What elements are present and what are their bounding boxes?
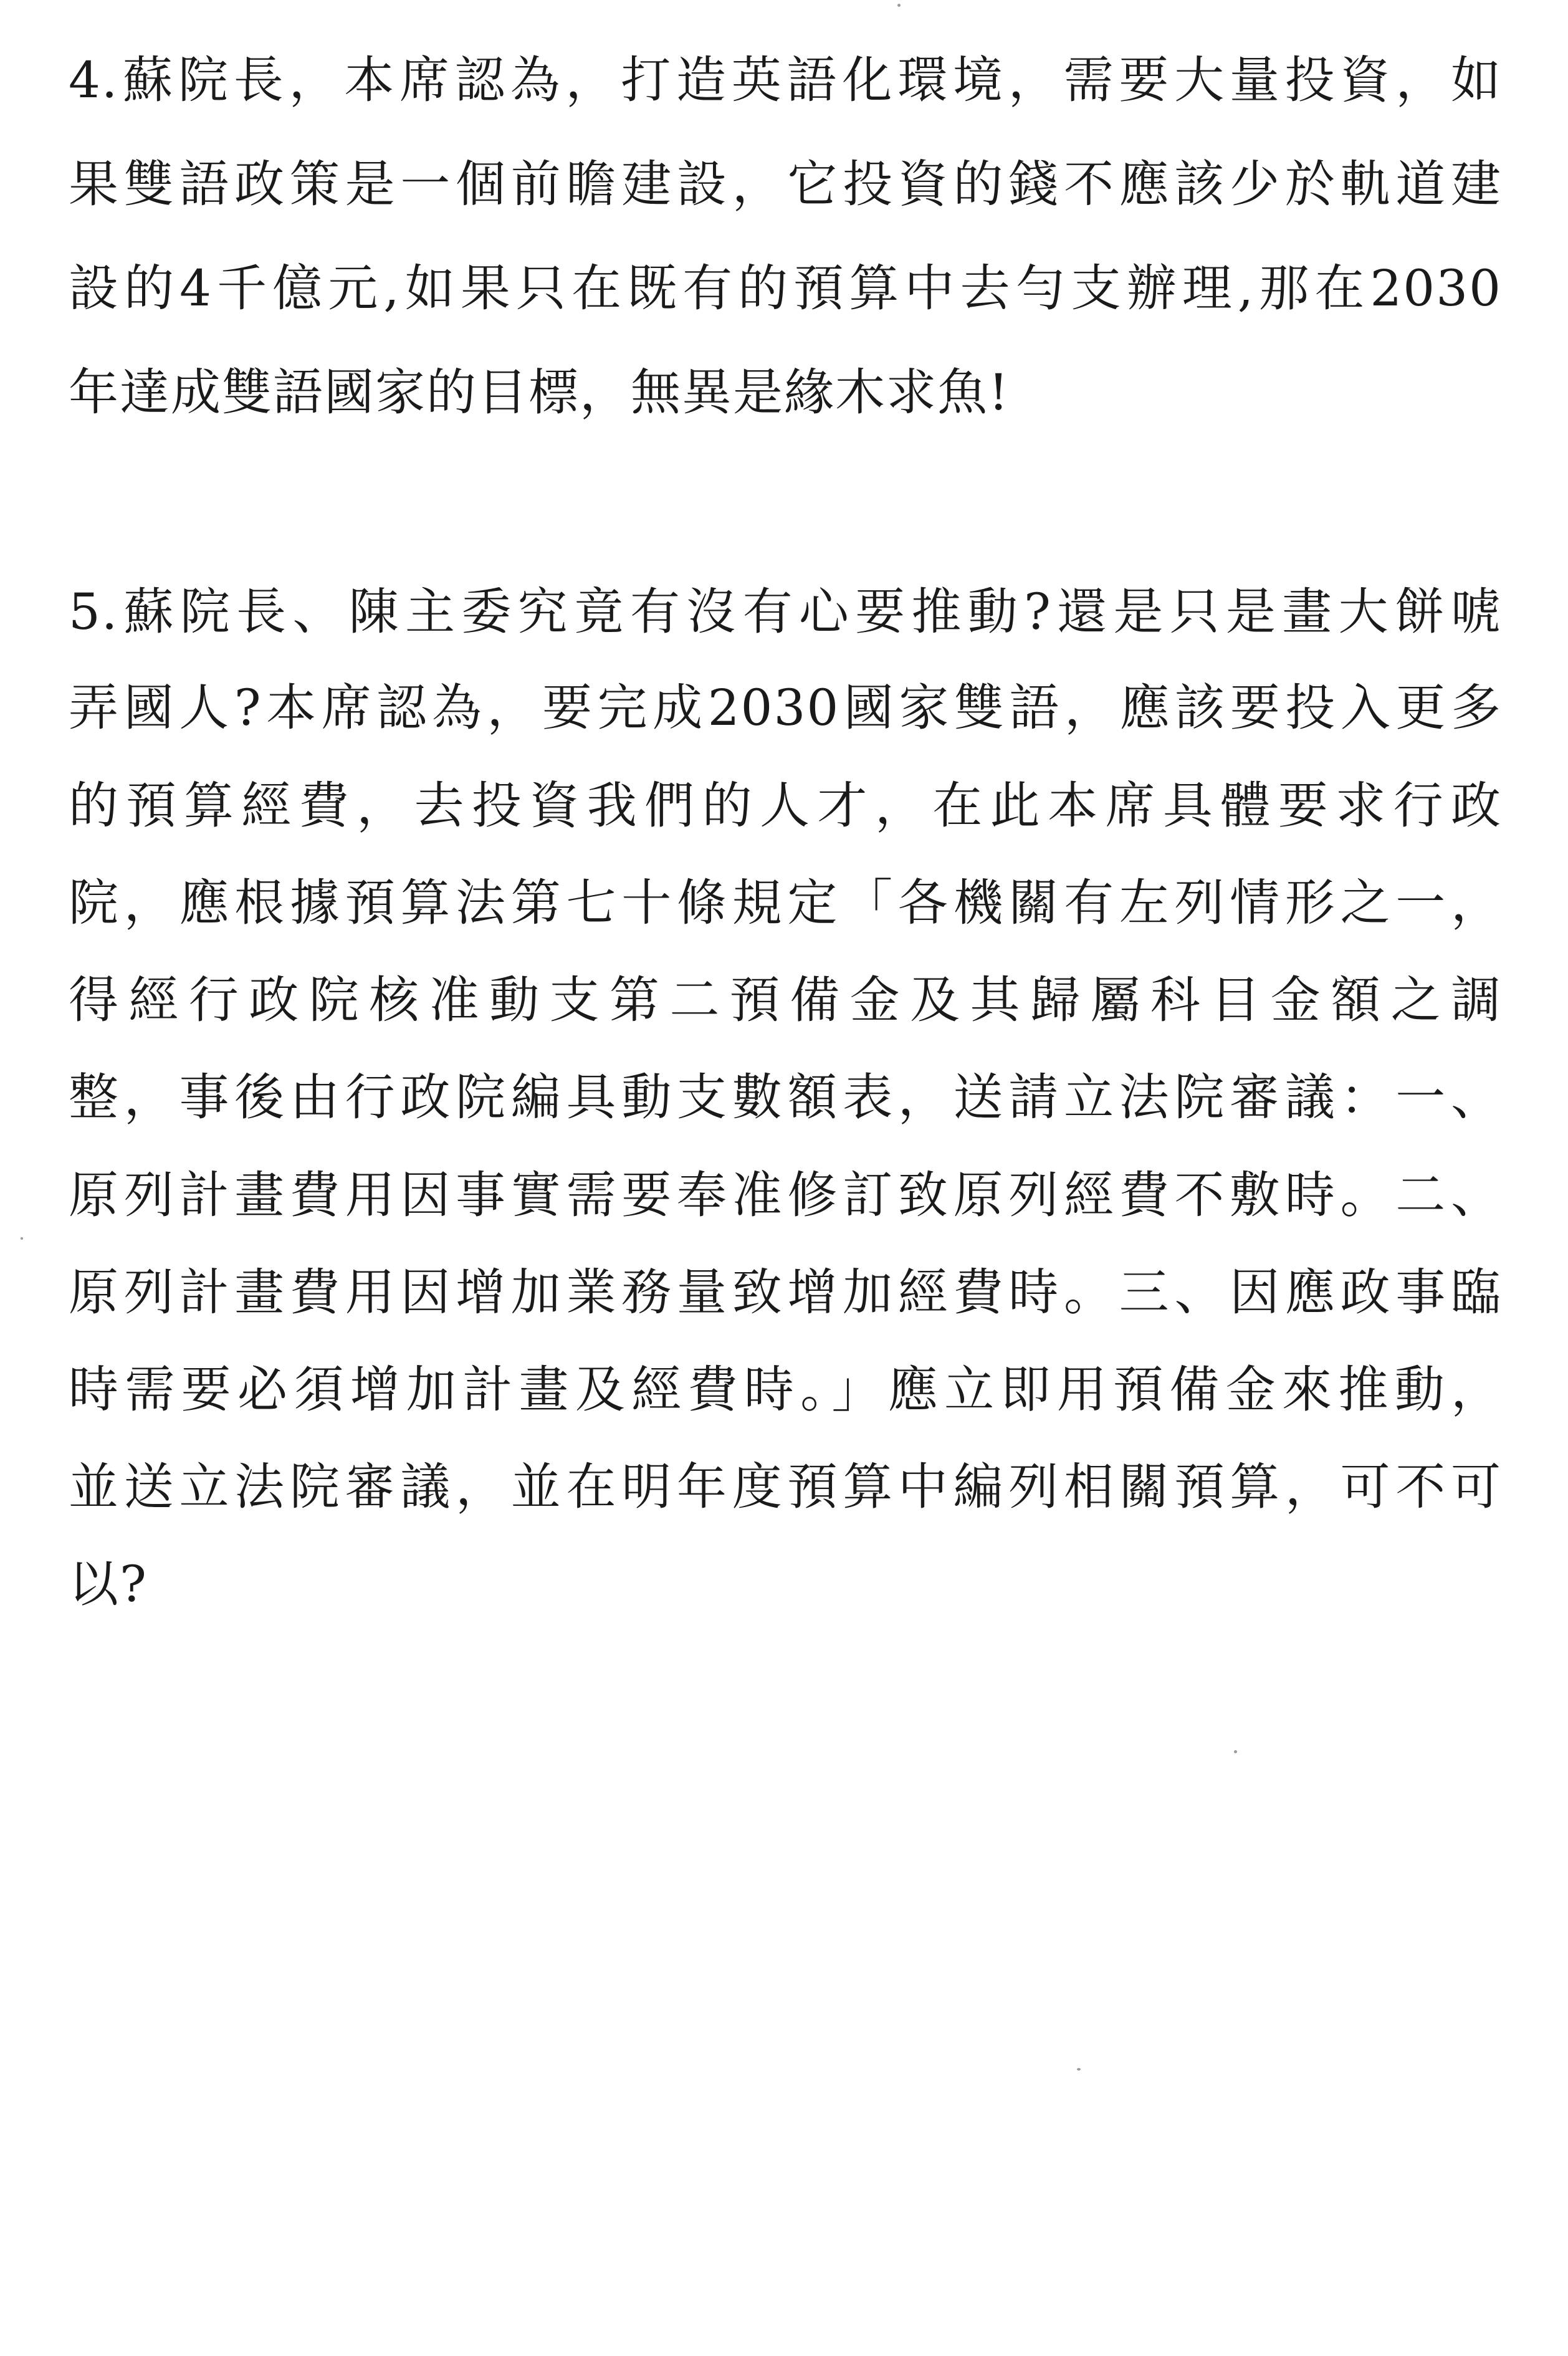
text-line: 5.蘇院長、陳主委究竟有沒有心要推動?還是只是畫大餅唬 [69, 583, 1502, 641]
scan-speck [897, 4, 901, 7]
text-line: 設的4千億元,如果只在既有的預算中去勻支辦理,那在2030 [69, 259, 1502, 317]
text-line: 的預算經費，去投資我們的人才，在此本席具體要求行政 [69, 777, 1502, 835]
scan-speck [1077, 2068, 1081, 2071]
text-line: 原列計畫費用因增加業務量致增加經費時。三、因應政事臨 [69, 1263, 1502, 1321]
scan-speck [21, 1237, 23, 1240]
text-line: 弄國人?本席認為，要完成2030國家雙語，應該要投入更多 [69, 679, 1502, 737]
text-line: 年達成雙語國家的目標，無異是緣木求魚! [69, 363, 1010, 421]
scan-speck [1234, 1750, 1237, 1753]
text-line: 原列計畫費用因事實需要奉准修訂致原列經費不敷時。二、 [69, 1166, 1502, 1224]
text-line: 院，應根據預算法第七十條規定「各機關有左列情形之一， [69, 874, 1502, 932]
text-line: 得經行政院核准動支第二預備金及其歸屬科目金額之調 [69, 971, 1502, 1029]
text-line: 並送立法院審議，並在明年度預算中編列相關預算，可不可 [69, 1458, 1502, 1516]
text-line: 以? [69, 1555, 148, 1613]
text-line: 果雙語政策是一個前瞻建設，它投資的錢不應該少於軌道建 [69, 155, 1502, 213]
text-line: 4.蘇院長，本席認為，打造英語化環境，需要大量投資，如 [69, 51, 1502, 109]
text-line: 時需要必須增加計畫及經費時。」應立即用預備金來推動， [69, 1361, 1502, 1419]
text-line: 整，事後由行政院編具動支數額表，送請立法院審議：一、 [69, 1068, 1502, 1126]
